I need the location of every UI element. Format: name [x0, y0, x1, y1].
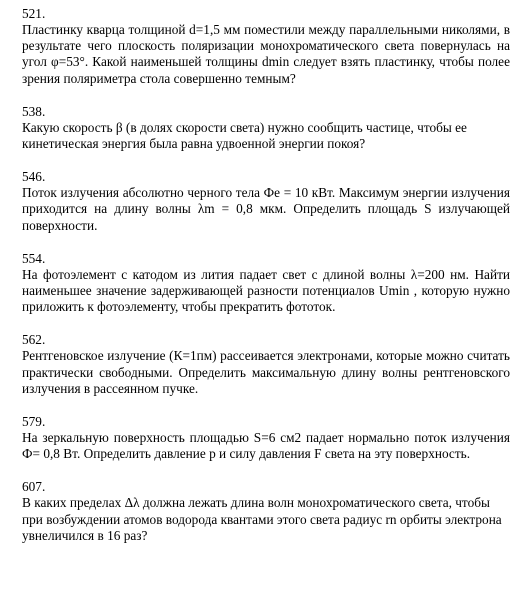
problem-number: 538.	[22, 103, 46, 119]
problem-number: 607.	[22, 479, 46, 495]
problem-number: 554.	[22, 250, 46, 266]
problem-text: На зеркальную поверхность площадью S=6 см2 падает нормально поток излучения Ф= 0,8 Вт. Определить давление р и силу давления F света на эту поверхность.	[22, 430, 510, 462]
problem-607	[22, 479, 510, 544]
document-page	[22, 6, 510, 561]
problem-number: 579.	[22, 414, 46, 430]
problem-text: Какую скорость β (в долях скорости света) нужно сообщить частице, чтобы ее кинетическая энергия была равна удвоенной энергии покоя?	[22, 119, 467, 152]
problem-number: 546.	[22, 169, 46, 185]
problem-text: Поток излучения абсолютно черного тела Фe = 10 кВт. Максимум энергии излучения приходится на длину волны λm = 0,8 мкм. Определить площадь S излучающей поверхности.	[22, 185, 510, 233]
problem-579	[22, 414, 510, 462]
problem-text: Пластинку кварца толщиной d=1,5 мм поместили между параллельными николями, в результате чего плоскость поляризации монохроматического света повернулась на угол φ=53°. Какой наименьшей толщины dmin следует взять пластинку, чтобы полее зрения поляриметра стола совершенно темным?	[22, 22, 510, 86]
problem-number: 562.	[22, 332, 46, 348]
problem-538	[22, 104, 510, 152]
problem-number: 521.	[22, 6, 46, 21]
problem-text: Рентгеновское излучение (К=1пм) рассеивается электронами, которые можно считать практически свободными. Определить максимальную длину волны рентгеновского излучения в рассеянном пучке.	[22, 348, 510, 396]
problem-text: На фотоэлемент с катодом из лития падает свет с длиной волны λ=200 нм. Найти наименьшее значение задерживающей разности потенциалов Umin , которую нужно приложить к фотоэлементу, чтобы прекратить фототок.	[22, 266, 510, 315]
problem-554	[22, 251, 510, 316]
problem-562	[22, 332, 510, 397]
problem-text: В каких пределах Δλ должна лежать длина волн монохроматического света, чтобы при возбуждении атомов водорода квантами этого света радиус rn орбиты электрона увнеличился в 16 раз?	[22, 495, 502, 543]
problem-546	[22, 169, 510, 234]
problem-521	[22, 6, 510, 87]
